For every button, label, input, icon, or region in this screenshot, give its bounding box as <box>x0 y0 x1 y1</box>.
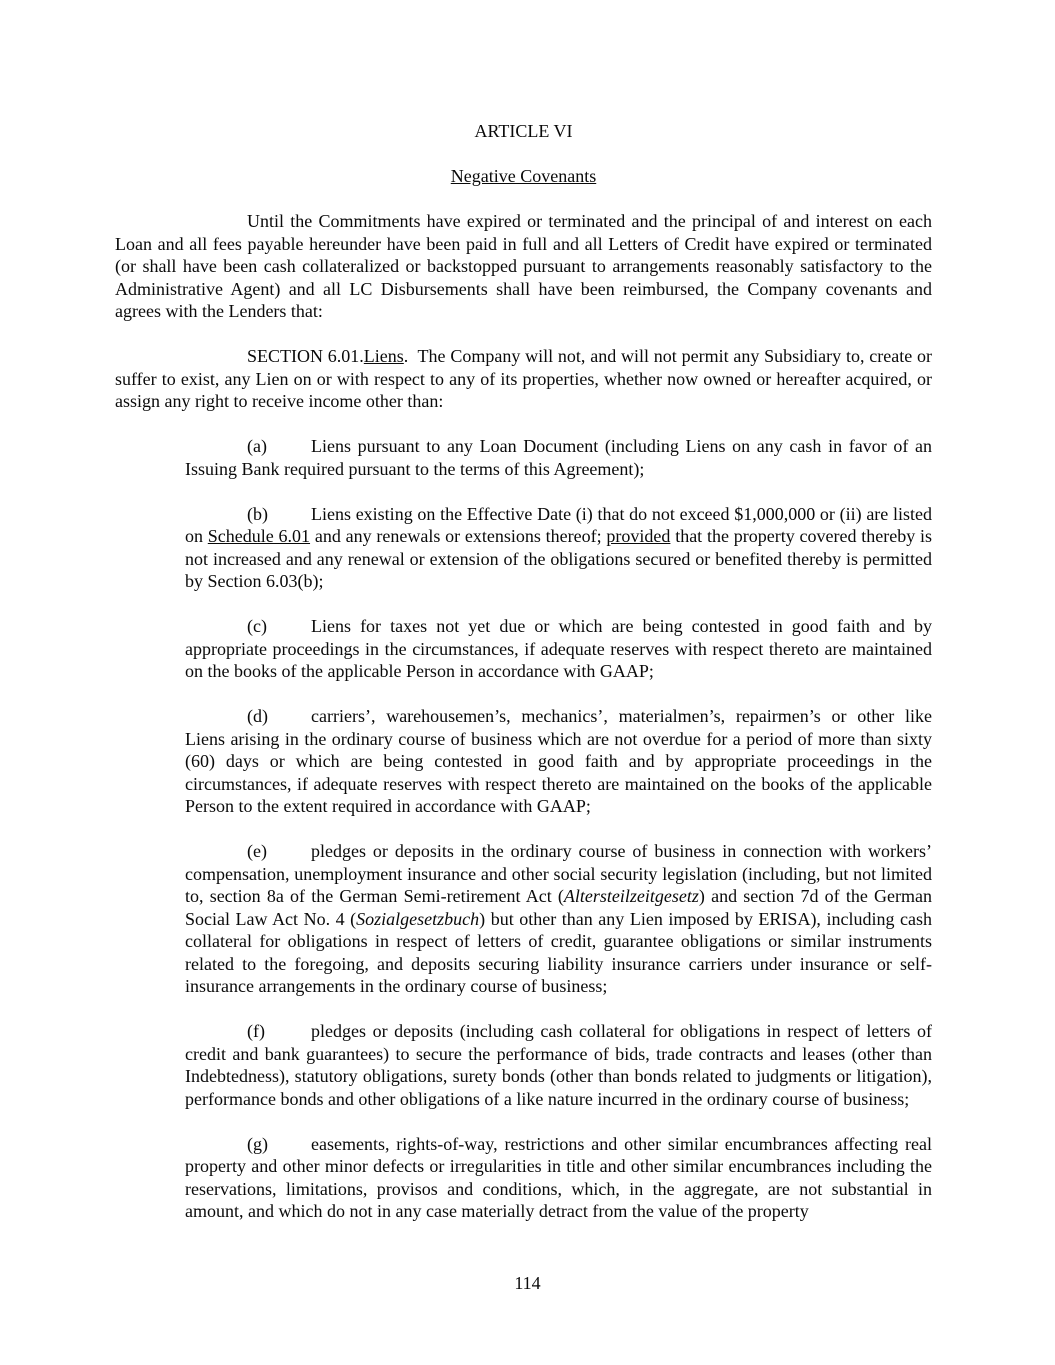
paragraph-text <box>115 346 932 411</box>
article-subheading: Negative Covenants <box>450 166 597 186</box>
text-segment: Liens existing on the Effective Date (i) that do not exceed $1,000,000 or (ii) are listed on <box>185 503 932 546</box>
clause-text <box>185 841 932 996</box>
text-segment: . The Company will not, and will not permit any Subsidiary to, create or suffer to exist, any Lien on or with respect to any of its properties, whether now owned or hereafter acquired, or assign any right to receive income other than: <box>115 346 932 411</box>
text-segment: provided <box>606 526 671 546</box>
clause-b <box>185 503 932 593</box>
clause-marker: (g) <box>247 1133 268 1154</box>
clause-e <box>185 840 932 998</box>
clause-marker: (a) <box>247 436 267 456</box>
text-segment: that the property covered thereby is not increased and any renewal or extension of the obligations secured or benefited thereby is permitted by Section 6.03(b); <box>185 526 932 591</box>
section-6-01-paragraph <box>115 345 932 413</box>
text-segment: ) but other than any Lien imposed by ERISA), including cash collateral for obligations in respect of letters of credit, guarantee obligations or similar instruments related to the foregoing, and deposits securing liability insurance carriers under insurance or self-insurance arrangements in the ordinary course of business; <box>185 908 932 996</box>
paragraph-text <box>115 211 932 321</box>
clause-d <box>185 705 932 818</box>
clause-g <box>185 1133 932 1223</box>
clause-f <box>185 1020 932 1110</box>
text-segment: ) and section 7d of the German Social Law Act No. 4 ( <box>185 886 932 929</box>
clause-marker: (d) <box>247 706 268 726</box>
text-segment: easements, rights-of-way, restrictions and other similar encumbrances affecting real property and other minor defects or irregularities in title and other similar encumbrances including the reservations, limitations, provisos and conditions, which, in the aggregate, are not substantial in amount, and which do not in any case materially detract from the value of the property <box>185 1133 932 1221</box>
text-segment: and any renewals or extensions thereof; <box>310 526 607 546</box>
text-segment: Schedule 6.01 <box>207 526 311 546</box>
text-segment: pledges or deposits (including cash collateral for obligations in respect of letters of credit and bank guarantees) to secure the performance of bids, trade contracts and leases (other than Indebtedness), statutory obligations, surety bonds (other than bonds related to judgments or litigation), performance bonds and other obligations of a like nature incurred in the ordinary course of business; <box>185 1021 932 1109</box>
text-segment: carriers’, warehousemen’s, mechanics’, materialmen’s, repairmen’s or other like Liens arising in the ordinary course of business which are not overdue for a period of more than sixty (60) days or which are being contested in good faith and by appropriate proceedings in the circumstances, if adequate reserves with respect thereto are maintained on the books of the applicable Person to the extent required in accordance with GAAP; <box>185 706 932 816</box>
text-segment: SECTION 6.01. <box>247 346 364 366</box>
clause-a <box>185 435 932 480</box>
clause-marker: (b) <box>247 503 268 524</box>
clause-c <box>185 615 932 683</box>
text-segment: Altersteilzeitgesetz <box>563 886 699 906</box>
text-segment: Liens for taxes not yet due or which are being contested in good faith and by appropriate proceedings in the circumstances, if adequate reserves with respect thereto are maintained on the books of the applicable Person in accordance with GAAP; <box>185 616 932 681</box>
text-segment: Until the Commitments have expired or terminated and the principal of and interest on each Loan and all fees payable hereunder have been paid in full and all Letters of Credit have expired or terminated (or shall have been cash collateralized or backstopped pursuant to arrangements reasonably satisfactory to the Administrative Agent) and all LC Disbursements shall have been reimbursed, the Company covenants and agrees with the Lenders that: <box>115 211 932 321</box>
clause-marker: (e) <box>247 841 267 861</box>
text-segment: Liens <box>363 346 404 366</box>
text-segment: Liens pursuant to any Loan Document (including Liens on any cash in favor of an Issuing Bank required pursuant to the terms of this Agreement); <box>185 436 932 479</box>
clause-marker: (c) <box>247 616 267 636</box>
page-number: 114 <box>514 1273 541 1293</box>
text-segment: Sozialgesetzbuch <box>356 908 480 929</box>
clause-marker: (f) <box>247 1021 265 1041</box>
article-heading: ARTICLE VI <box>474 121 573 141</box>
text-segment: pledges or deposits in the ordinary course of business in connection with workers’ compensation, unemployment insurance and other social security legislation (including, but not limited to, section 8a of the German Semi-retirement Act ( <box>185 841 932 906</box>
intro-paragraph <box>115 210 932 323</box>
